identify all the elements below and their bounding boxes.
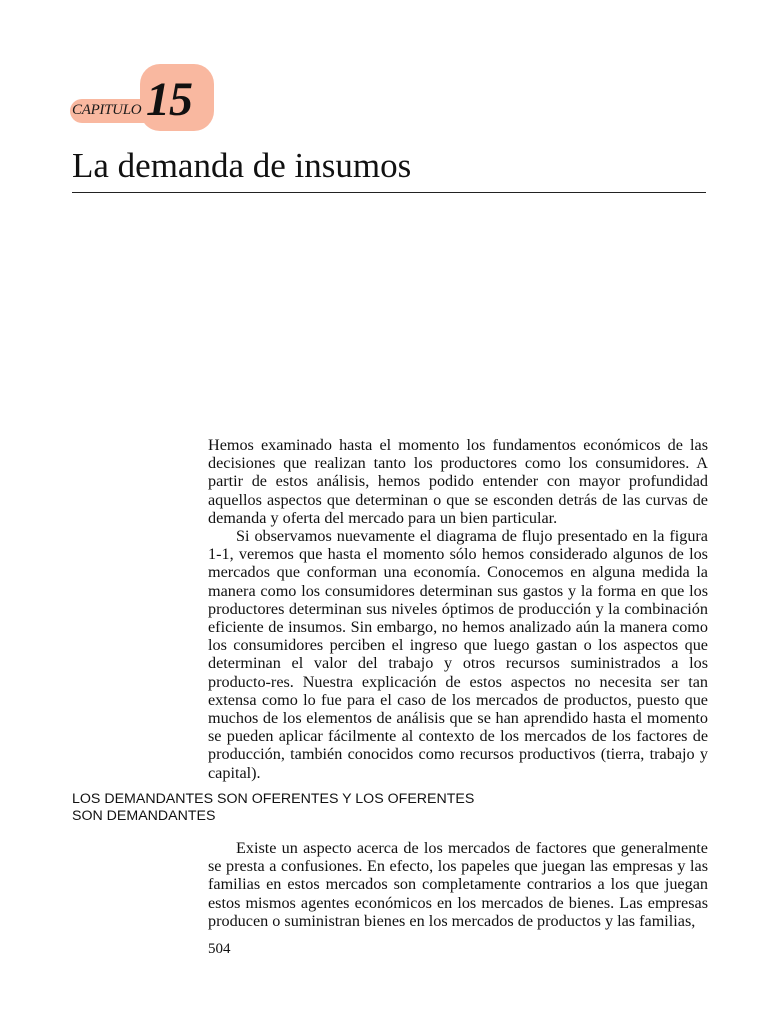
section-text bbox=[208, 839, 708, 930]
intro-paragraph-1: Hemos examinado hasta el momento los fundamentos económicos de las decisiones que realizan tanto los productores como los consumidores. A partir de estos análisis, hemos podido entender con mayor profundidad aquellos aspectos que determinan o que se esconden detrás de las curvas de demanda y oferta del mercado para un bien particular. bbox=[208, 436, 708, 527]
intro-paragraph-2: Si observamos nuevamente el diagrama de flujo presentado en la figura 1-1, veremos que hasta el momento sólo hemos considerado algunos de los mercados que conforman una economía. Conocemos en alguna medida la manera como los consumidores determinan sus gastos y la forma en que los productores determinan sus niveles óptimos de producción y la combinación eficiente de insumos. Sin embargo, no hemos analizado aún la manera como los consumidores perciben el ingreso que luego gastan o los aspectos que determinan el valor del trabajo y otros recursos suministrados a los producto-res. Nuestra explicación de estos aspectos no necesita ser tan extensa como lo fue para el caso de los mercados de productos, puesto que muchos de los elementos de análisis que se han aprendido hasta el momento se pueden aplicar fácilmente al contexto de los mercados de los factores de producción, también conocidos como recursos productivos (tierra, trabajo y capital). bbox=[208, 527, 708, 782]
intro-text bbox=[208, 436, 708, 782]
chapter-number: 15 bbox=[146, 73, 192, 126]
section-heading bbox=[72, 791, 512, 825]
chapter-title: La demanda de insumos bbox=[72, 146, 412, 185]
section-paragraph: Existe un aspecto acerca de los mercados de factores que generalmente se presta a confusiones. En efecto, los papeles que juegan las empresas y las familias en estos mercados son completamente contrarios a los que juegan estos mismos agentes económicos en los mercados de bienes. Las empresas producen o suministran bienes en los mercados de productos y las familias, bbox=[208, 839, 708, 930]
section-heading-line-1: LOS DEMANDANTES SON OFERENTES Y LOS OFERENTES bbox=[72, 791, 475, 807]
section-heading-line-2: SON DEMANDANTES bbox=[72, 808, 216, 824]
page-number: 504 bbox=[208, 941, 231, 957]
title-divider bbox=[72, 192, 706, 193]
chapter-label: CAPITULO bbox=[72, 102, 142, 118]
